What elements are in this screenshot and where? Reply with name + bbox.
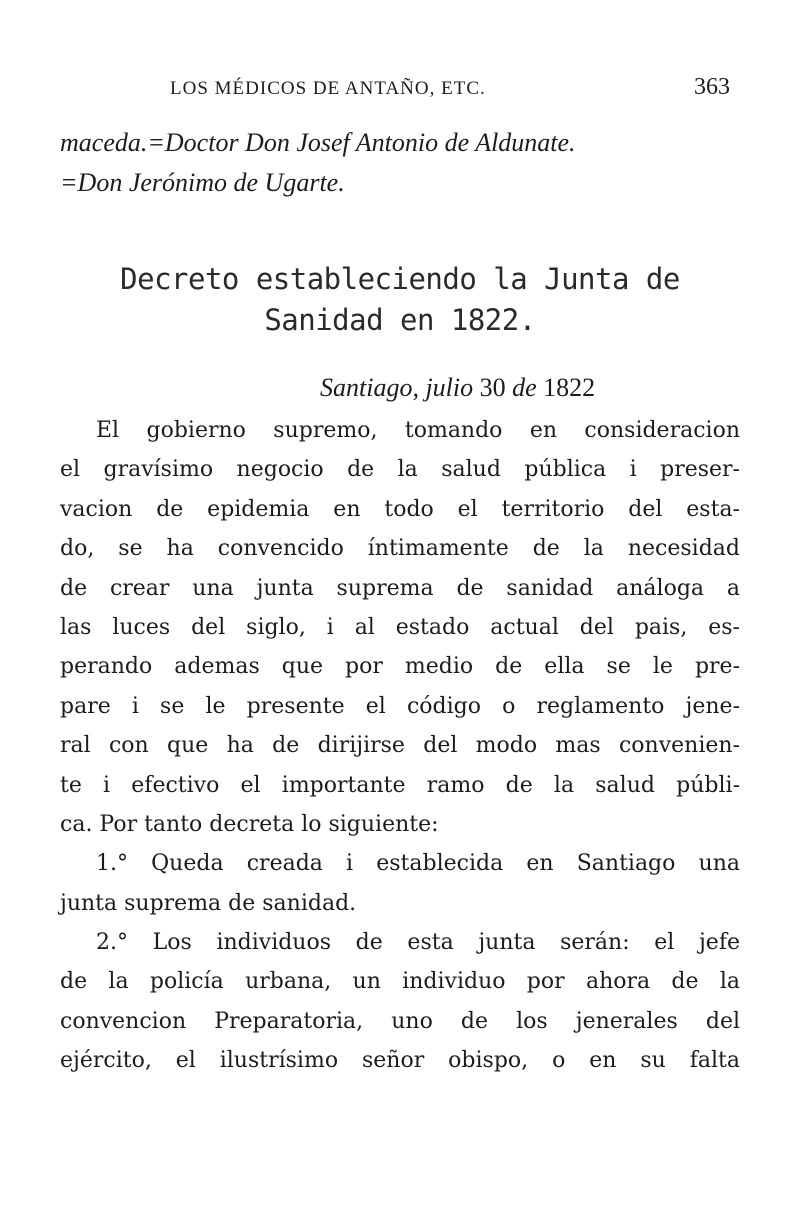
body-line: ca. Por tanto decreta lo siguiente: [60, 811, 439, 837]
dateline-place: Santiago, julio [320, 373, 474, 402]
page-number: 363 [694, 74, 730, 100]
body-line: perando ademas que por medio de ella se le pre- [60, 654, 740, 680]
body-line: vacion de epidemia en todo el territorio del esta- [60, 496, 740, 522]
body-line: el gravísimo negocio de la salud pública i preser- [60, 457, 740, 483]
article-2-line: convencion Preparatoria, uno de los jenerales del [60, 1008, 740, 1034]
body-line: de crear una junta suprema de sanidad análoga a [60, 575, 740, 601]
decree-title-line-1: Decreto estableciendo la Junta de [120, 262, 680, 296]
running-head [170, 74, 730, 108]
article-2-line: de la policía urbana, un individuo por ahora de la [60, 969, 740, 995]
body-line: las luces del siglo, i al estado actual del pais, es- [60, 614, 740, 640]
article-2-line: ejército, el ilustrísimo señor obispo, o en su falta [60, 1048, 740, 1074]
article-2-line: 2.° Los individuos de esta junta serán: el jefe [96, 930, 740, 956]
article-1 [60, 844, 740, 923]
dateline [320, 373, 595, 403]
dateline-de: de [512, 373, 537, 402]
article-2 [60, 923, 740, 1081]
body-line: do, se ha convencido íntimamente de la necesidad [60, 536, 740, 562]
decree-title-line-2: Sanidad en 1822. [264, 303, 536, 337]
body-line: El gobierno supremo, tomando en consideracion [96, 418, 740, 443]
body-line: ral con que ha de dirijirse del modo mas convenien- [60, 733, 740, 759]
dateline-year: 1822 [543, 373, 596, 402]
running-title: LOS MÉDICOS DE ANTAÑO, ETC. [170, 78, 486, 99]
dateline-day: 30 [479, 373, 506, 402]
decree-body [60, 411, 740, 1081]
body-line: te i efectivo el importante ramo de la salud públi- [60, 772, 740, 798]
article-1-line: 1.° Queda creada i establecida en Santiago una [96, 851, 740, 877]
signature-line-2: =Don Jerónimo de Ugarte. [60, 168, 345, 197]
article-1-line: junta suprema de sanidad. [60, 890, 357, 916]
body-line: pare i se le presente el código o reglamento jene- [60, 693, 740, 719]
signature-line-1: maceda.=Doctor Don Josef Antonio de Aldunate. [60, 128, 576, 157]
preamble-paragraph [60, 411, 740, 844]
